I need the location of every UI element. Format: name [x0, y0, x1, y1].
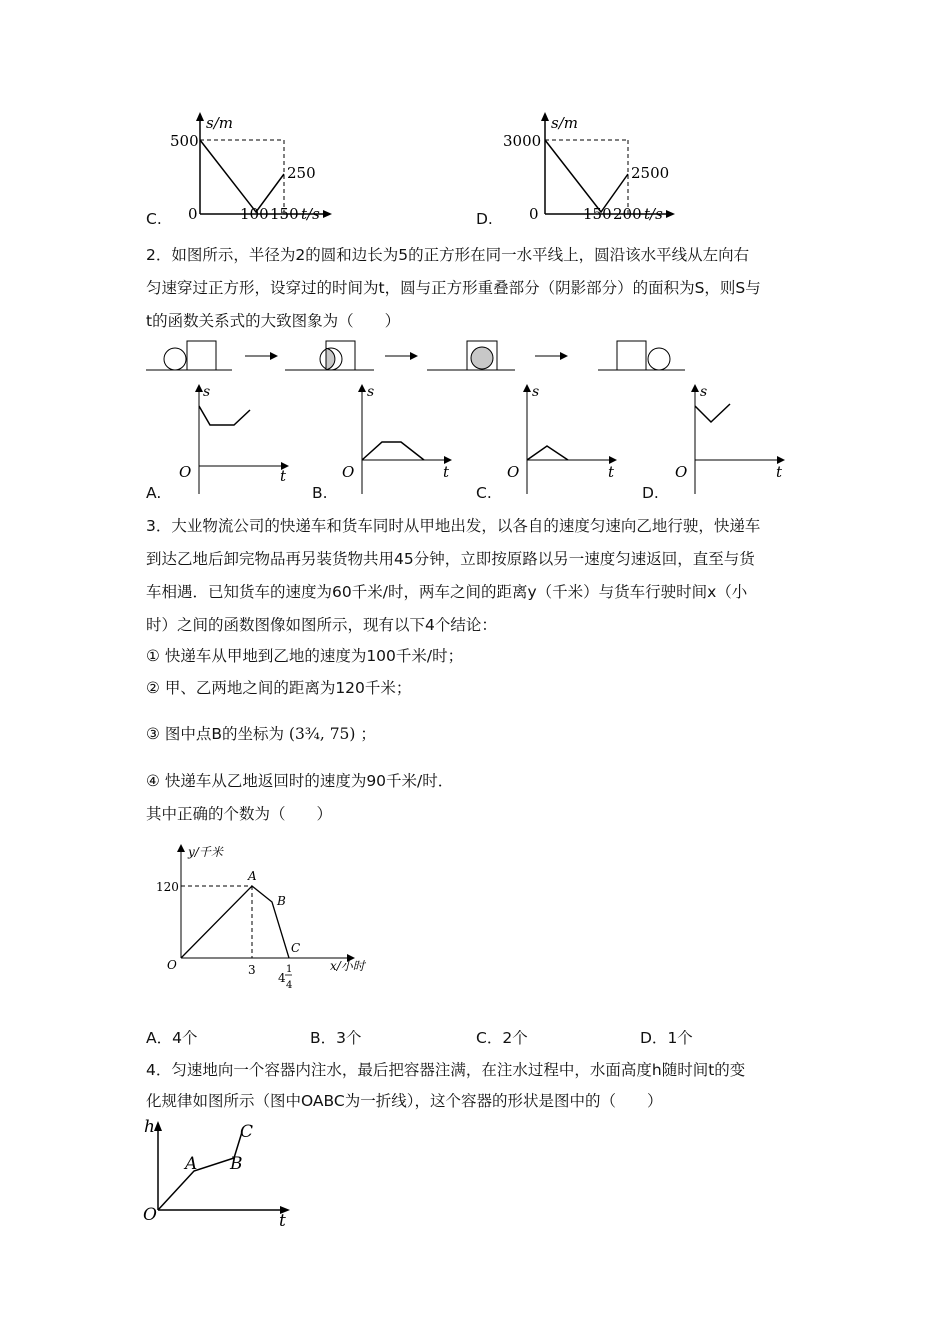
- q3-x-tick-2-whole: 4: [278, 971, 286, 985]
- q1-graph-d: [495, 108, 685, 228]
- q4-origin: O: [143, 1205, 157, 1225]
- q1-c-end-value: 250: [287, 164, 316, 182]
- q1-d-x-label: t/s: [644, 205, 663, 223]
- q2-graph-d: [668, 380, 793, 498]
- q2-circle-square-sequence: [140, 335, 700, 380]
- q3-option-a-text: 4个: [172, 1029, 198, 1047]
- q2-line-1: 2．如图所示，半径为2的圆和边长为5的正方形在同一水平线上，圆沿该水平线从左向右: [146, 246, 750, 264]
- q3-option-b[interactable]: [310, 1026, 362, 1048]
- q4-line-2: 化规律如图所示（图中OABC为一折线），这个容器的形状是图中的（ ）: [146, 1092, 663, 1110]
- q3-x-tick-2-numerator: 1: [286, 964, 293, 975]
- q3-origin: O: [167, 958, 177, 972]
- q3-option-b-letter: B．: [310, 1029, 337, 1047]
- q3-option-a-letter: A．: [146, 1029, 173, 1047]
- q3-conclusion-3-suffix: ；: [360, 725, 376, 743]
- q1-c-origin: 0: [188, 205, 198, 223]
- q1-c-x1: 100: [240, 205, 269, 223]
- q3-y-axis-label: y/千米: [188, 845, 223, 859]
- q1-c-y-start: 500: [170, 132, 199, 150]
- q3-line-4: 时）之间的函数图像如图所示，现有以下4个结论：: [146, 616, 497, 634]
- q1-d-x1: 150: [583, 205, 612, 223]
- q3-line-2: 到达乙地后卸完物品再另装货物共用45分钟，立即按原路以另一速度匀速返回，直至与货: [146, 550, 755, 568]
- q3-point-a: A: [248, 869, 257, 883]
- q2-a-s-label: s: [203, 384, 211, 400]
- q3-line-3: 车相遇．已知货车的速度为60千米/时，两车之间的距离y（千米）与货车行驶时间x（小: [146, 583, 748, 601]
- q3-conclusion-4: ④ 快递车从乙地返回时的速度为90千米/时．: [146, 772, 454, 790]
- q4-point-b: B: [230, 1154, 243, 1174]
- q2-line-3: t的函数关系式的大致图象为（ ）: [146, 312, 401, 330]
- q3-option-d[interactable]: [640, 1026, 693, 1048]
- q2-c-origin: O: [507, 463, 520, 481]
- q1-c-y-label: s/m: [206, 114, 233, 132]
- q1-d-y-label: s/m: [551, 114, 578, 132]
- q3-line-1: 3．大业物流公司的快递车和货车同时从甲地出发，以各自的速度匀速向乙地行驶，快递车: [146, 517, 761, 535]
- q3-distance-chart: [150, 838, 380, 998]
- q3-conclusion-3: [146, 722, 376, 744]
- q3-y-tick-120: 120: [156, 880, 179, 894]
- q3-option-a[interactable]: [146, 1026, 197, 1048]
- q2-c-s-label: s: [532, 384, 540, 400]
- q3-x-axis-label: x/小时: [330, 959, 365, 973]
- q3-conclusion-1: ① 快递车从甲地到乙地的速度为100千米/时；: [146, 647, 464, 665]
- q2-option-d-label: D.: [642, 484, 659, 502]
- q2-a-origin: O: [179, 463, 192, 481]
- q2-b-origin: O: [342, 463, 355, 481]
- q4-point-a: A: [185, 1154, 198, 1174]
- q2-graph-c: [500, 380, 625, 498]
- q2-d-s-label: s: [700, 384, 708, 400]
- q4-t-label: t: [279, 1211, 286, 1231]
- q4-water-height-chart: [138, 1112, 298, 1232]
- q1-d-origin: 0: [529, 205, 539, 223]
- q3-point-b: B: [277, 894, 286, 908]
- q2-option-b-label: B.: [312, 484, 328, 502]
- q2-a-t-label: t: [280, 467, 287, 485]
- q3-option-c-text: 2个: [502, 1029, 528, 1047]
- q2-graph-b: [335, 380, 460, 498]
- q2-d-origin: O: [675, 463, 688, 481]
- q2-b-t-label: t: [443, 463, 450, 481]
- q4-h-label: h: [144, 1117, 155, 1137]
- q2-option-c-label: C.: [476, 484, 492, 502]
- q4-line-1: 4．匀速地向一个容器内注水，最后把容器注满，在注水过程中，水面高度h随时间t的变: [146, 1061, 746, 1079]
- q3-conclusion-2: ② 甲、乙两地之间的距离为120千米；: [146, 679, 412, 697]
- q3-x-tick-2-denominator: 4: [286, 980, 293, 991]
- q3-x-tick-3: 3: [248, 963, 256, 977]
- q3-option-b-text: 3个: [336, 1029, 362, 1047]
- q2-d-t-label: t: [776, 463, 783, 481]
- q1-option-d-label: D.: [476, 210, 493, 228]
- q3-point-b-coordinates: (3¾, 75): [288, 725, 356, 743]
- q3-option-c-letter: C．: [476, 1029, 503, 1047]
- q3-point-c: C: [291, 941, 301, 955]
- q2-b-s-label: s: [367, 384, 375, 400]
- q1-d-end-value: 2500: [631, 164, 670, 182]
- q3-option-d-letter: D．: [640, 1029, 668, 1047]
- q2-c-t-label: t: [608, 463, 615, 481]
- q1-c-x2: 150: [270, 205, 299, 223]
- q3-conclusion-3-prefix: ③ 图中点B的坐标为: [146, 725, 284, 743]
- q4-point-c: C: [240, 1122, 254, 1142]
- q1-graph-c: [160, 108, 340, 228]
- q2-graph-a: [170, 380, 295, 498]
- q3-option-c[interactable]: [476, 1026, 528, 1048]
- q2-option-a-label: A.: [146, 484, 162, 502]
- q1-c-x-label: t/s: [301, 205, 320, 223]
- q3-option-d-text: 1个: [667, 1029, 693, 1047]
- q2-line-2: 匀速穿过正方形，设穿过的时间为t，圆与正方形重叠部分（阴影部分）的面积为S，则S与: [146, 279, 761, 297]
- q1-d-y-start: 3000: [503, 132, 542, 150]
- q1-option-c-label: C.: [146, 210, 162, 228]
- q3-question: 其中正确的个数为（ ）: [146, 805, 333, 823]
- q1-d-x2: 200: [613, 205, 642, 223]
